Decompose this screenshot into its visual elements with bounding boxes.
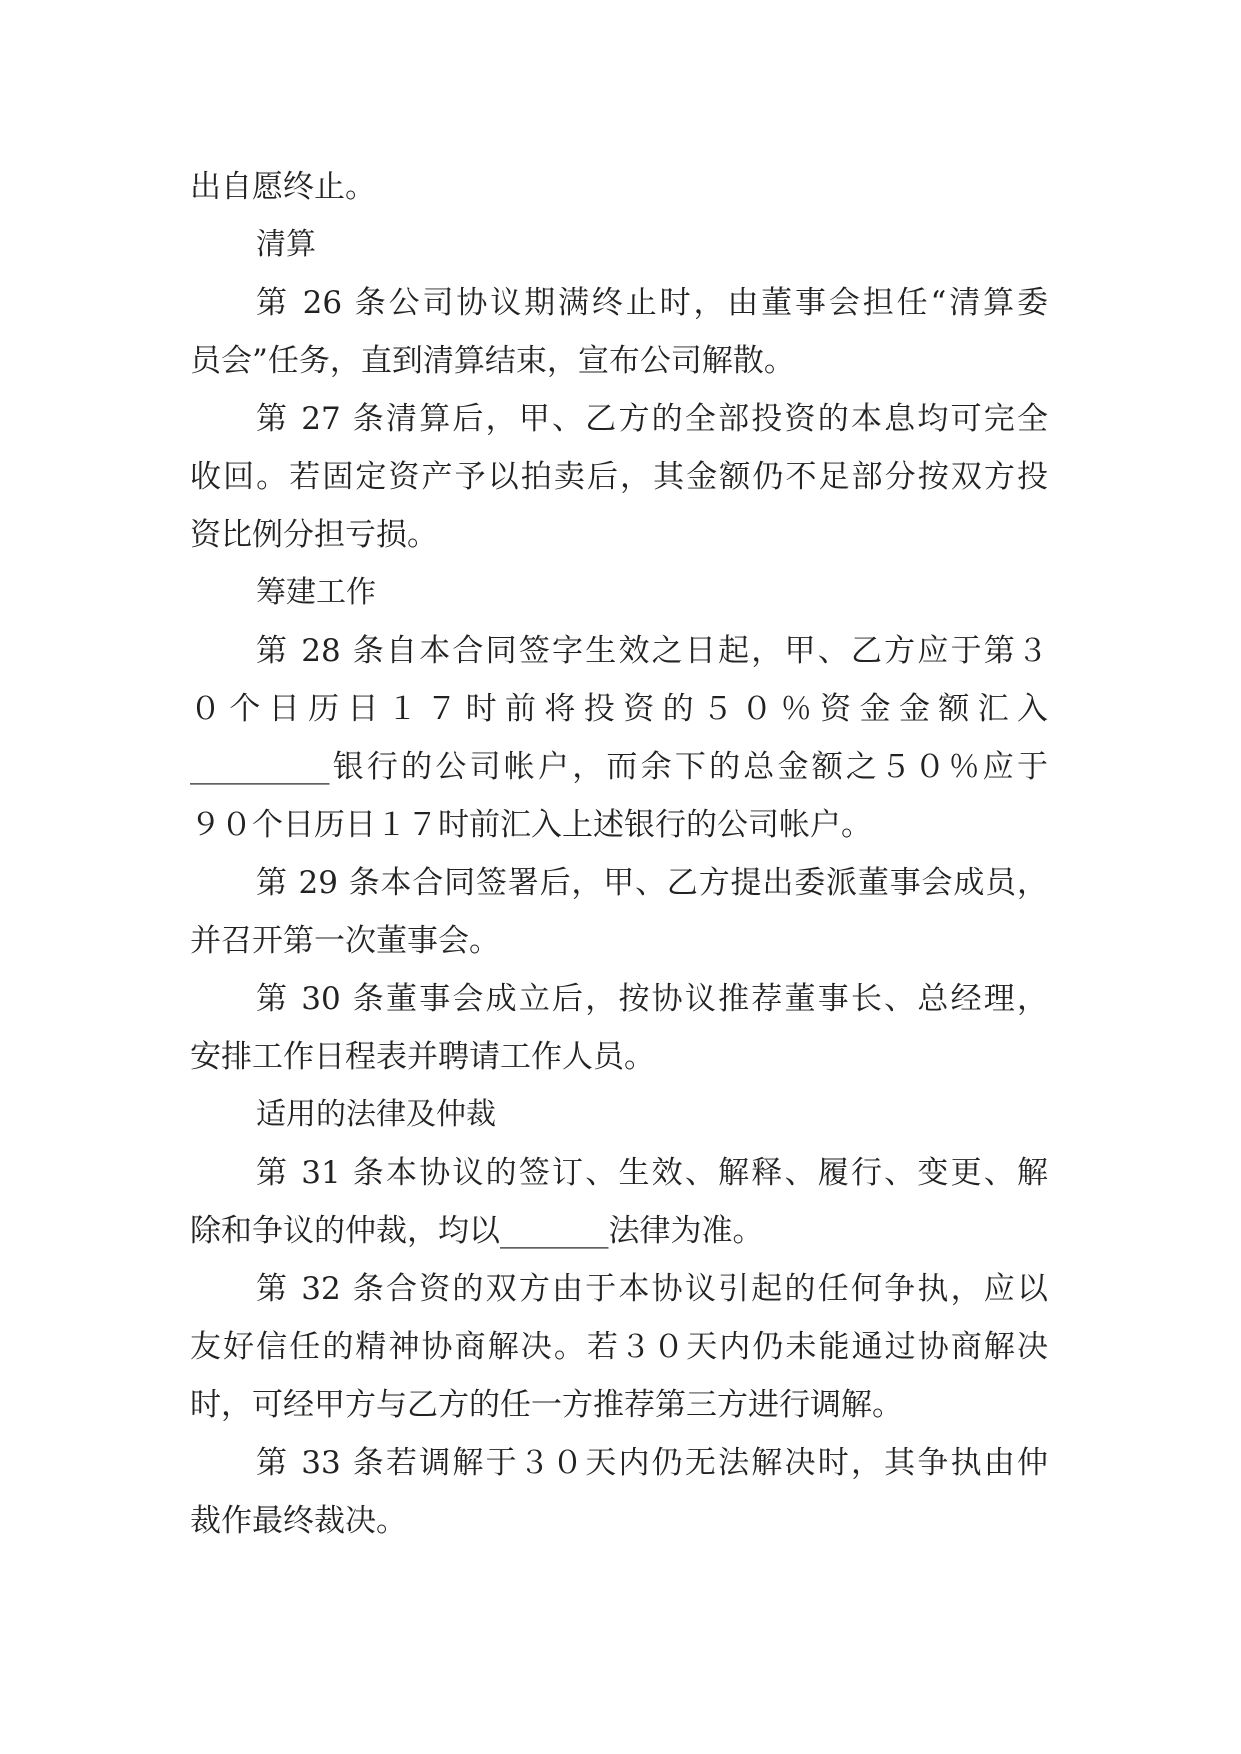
article-26-line-2: 员会”任务，直到清算结束，宣布公司解散。	[190, 343, 795, 379]
article-30-line-1: 第 30 条董事会成立后，按协议推荐董事长、总经理，	[256, 981, 1048, 1017]
article-32-line-1: 第 32 条合资的双方由于本协议引起的任何争执，应以	[256, 1271, 1048, 1307]
section-heading-liquidation: 清算	[256, 227, 316, 262]
article-27-line-1: 第 27 条清算后，甲、乙方的全部投资的本息均可完全	[256, 401, 1048, 437]
article-28-line-1: 第 28 条自本合同签字生效之日起，甲、乙方应于第３	[256, 633, 1048, 669]
text-line: 出自愿终止。	[190, 169, 376, 205]
article-32-line-2: 友好信任的精神协商解决。若３０天内仍未能通过协商解决	[190, 1329, 1048, 1365]
article-27-line-2: 收回。若固定资产予以拍卖后，其金额仍不足部分按双方投	[190, 459, 1048, 495]
article-31-line-1: 第 31 条本协议的签订、生效、解释、履行、变更、解	[256, 1155, 1048, 1191]
article-28-line-4: ９０个日历日１７时前汇入上述银行的公司帐户。	[190, 807, 872, 843]
article-29-line-2: 并召开第一次董事会。	[190, 923, 500, 959]
article-30-line-2: 安排工作日程表并聘请工作人员。	[190, 1039, 655, 1075]
section-heading-law-arbitration: 适用的法律及仲裁	[256, 1097, 496, 1132]
article-32-line-3: 时，可经甲方与乙方的任一方推荐第三方进行调解。	[190, 1387, 903, 1423]
article-33-line-1: 第 33 条若调解于３０天内仍无法解决时，其争执由仲	[256, 1445, 1048, 1481]
article-26-line-1: 第 26 条公司协议期满终止时，由董事会担任“清算委	[256, 285, 1048, 321]
document-body	[190, 158, 1048, 1550]
article-28-line-2: ０个日历日１７时前将投资的５０％资金金额汇入	[190, 691, 1048, 727]
article-33-line-2: 裁作最终裁决。	[190, 1503, 407, 1539]
article-29-line-1: 第 29 条本合同签署后，甲、乙方提出委派董事会成员，	[256, 865, 1048, 901]
article-27-line-3: 资比例分担亏损。	[190, 517, 438, 553]
section-heading-preparation: 筹建工作	[256, 575, 376, 610]
article-28-line-3: _________银行的公司帐户，而余下的总金额之５０％应于	[190, 749, 1048, 785]
article-31-line-2: 除和争议的仲裁，均以_______法律为准。	[190, 1213, 764, 1249]
